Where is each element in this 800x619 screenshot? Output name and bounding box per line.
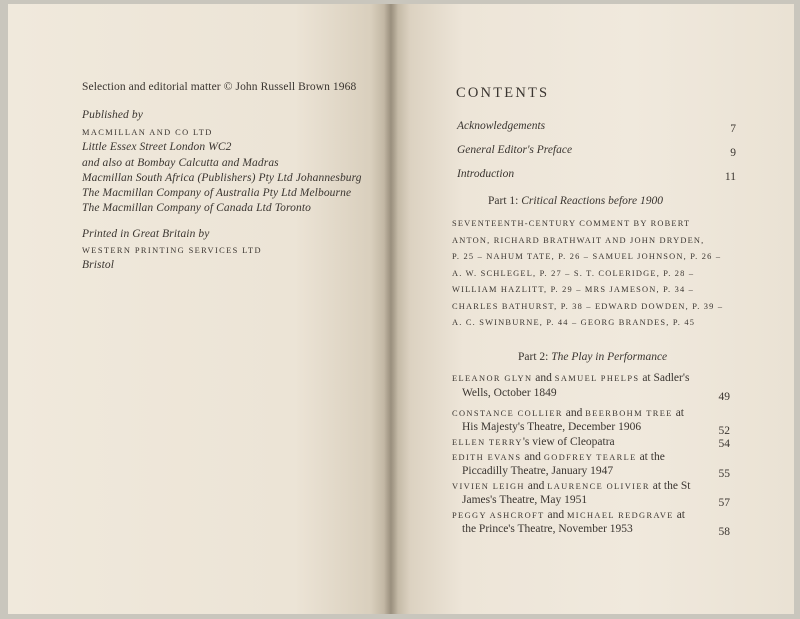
printer-city: Bristol bbox=[82, 259, 115, 271]
performer-name: GODFREY TEARLE bbox=[543, 453, 637, 462]
performer-name: ELLEN TERRY bbox=[452, 438, 523, 447]
entry-venue: Piccadilly Theatre, January 1947 bbox=[462, 465, 614, 477]
toc-acknowledgements: Acknowledgements bbox=[457, 120, 546, 132]
part1-line: A. C. SWINBURNE, P. 44 – GEORG BRANDES, P. 45 bbox=[452, 318, 696, 327]
toc-page-number: 9 bbox=[730, 147, 736, 159]
part1-line: P. 25 – NAHUM TATE, P. 26 – SAMUEL JOHNSON, P. 26 – bbox=[452, 252, 722, 261]
entry-venue: His Majesty's Theatre, December 1906 bbox=[462, 421, 642, 433]
toc-editors-preface: General Editor's Preface bbox=[457, 144, 573, 156]
entry-text: at Sadler's bbox=[639, 372, 690, 384]
entry-page-number: 57 bbox=[718, 497, 730, 509]
entry-text: at the St bbox=[649, 480, 691, 492]
performer-name: SAMUEL PHELPS bbox=[554, 374, 640, 383]
part1-line: WILLIAM HAZLITT, P. 29 – MRS JAMESON, P. 34 – bbox=[452, 285, 695, 294]
printer-name: WESTERN PRINTING SERVICES LTD bbox=[82, 246, 262, 255]
left-page bbox=[8, 4, 390, 614]
entry-page-number: 52 bbox=[718, 425, 730, 437]
entry-text: at bbox=[673, 509, 685, 521]
published-by: Published by bbox=[82, 109, 143, 121]
entry-connector: and bbox=[521, 451, 544, 463]
performer-name: LAURENCE OLIVIER bbox=[547, 482, 650, 491]
part1-line: SEVENTEENTH-CENTURY COMMENT BY ROBERT bbox=[452, 219, 691, 228]
entry-page-number: 55 bbox=[718, 468, 730, 480]
performer-name: CONSTANCE COLLIER bbox=[452, 409, 563, 418]
entry-text: at the bbox=[636, 451, 665, 463]
right-page bbox=[390, 4, 794, 614]
performance-entry bbox=[452, 436, 615, 448]
performance-entry bbox=[452, 372, 689, 384]
south-africa-line: Macmillan South Africa (Publishers) Pty Ltd Johannesburg bbox=[82, 172, 362, 184]
entry-text: at bbox=[672, 407, 684, 419]
performance-entry bbox=[452, 451, 665, 463]
part1-line: A. W. SCHLEGEL, P. 27 – S. T. COLERIDGE, P. 28 – bbox=[452, 269, 695, 278]
part1-title: Critical Reactions before 1900 bbox=[521, 195, 663, 207]
entry-page-number: 58 bbox=[718, 526, 730, 538]
copyright-line: Selection and editorial matter © John Russell Brown 1968 bbox=[82, 81, 357, 93]
part1-heading bbox=[488, 195, 663, 207]
toc-page-number: 7 bbox=[730, 123, 736, 135]
performance-entry bbox=[452, 480, 690, 492]
part1-prefix: Part 1: bbox=[488, 195, 522, 207]
entry-page-number: 49 bbox=[718, 391, 730, 403]
part2-prefix: Part 2: bbox=[518, 351, 552, 363]
part2-heading bbox=[518, 351, 667, 363]
open-book bbox=[8, 4, 794, 614]
entry-page-number: 54 bbox=[718, 438, 730, 450]
toc-introduction: Introduction bbox=[457, 168, 515, 180]
entry-text: 's view of Cleopatra bbox=[522, 436, 615, 448]
part2-title: The Play in Performance bbox=[551, 351, 668, 363]
entry-connector: and bbox=[544, 509, 567, 521]
performer-name: ELEANOR GLYN bbox=[452, 374, 533, 383]
entry-connector: and bbox=[562, 407, 586, 419]
printed-in-line: Printed in Great Britain by bbox=[82, 228, 210, 240]
performer-name: MICHAEL REDGRAVE bbox=[566, 511, 674, 520]
toc-page-number: 11 bbox=[724, 171, 736, 183]
performance-entry bbox=[452, 407, 684, 419]
publisher-address: Little Essex Street London WC2 bbox=[82, 141, 232, 153]
performer-name: BEERBOHM TREE bbox=[585, 409, 673, 418]
part1-line: ANTON, RICHARD BRATHWAIT AND JOHN DRYDEN, bbox=[452, 236, 705, 245]
entry-venue: James's Theatre, May 1951 bbox=[462, 494, 588, 506]
contents-heading: CONTENTS bbox=[456, 85, 550, 101]
entry-connector: and bbox=[532, 372, 555, 384]
also-at-line: and also at Bombay Calcutta and Madras bbox=[82, 157, 279, 169]
entry-venue: the Prince's Theatre, November 1953 bbox=[462, 523, 633, 535]
canada-line: The Macmillan Company of Canada Ltd Toronto bbox=[82, 202, 311, 214]
book-gutter bbox=[384, 4, 398, 614]
performer-name: VIVIEN LEIGH bbox=[452, 482, 525, 491]
performer-name: PEGGY ASHCROFT bbox=[452, 511, 545, 520]
performer-name: EDITH EVANS bbox=[452, 453, 522, 462]
performance-entry bbox=[452, 509, 685, 521]
entry-venue: Wells, October 1849 bbox=[462, 387, 557, 399]
part1-line: CHARLES BATHURST, P. 38 – EDWARD DOWDEN, P. 39 – bbox=[452, 302, 724, 311]
publisher-name: MACMILLAN AND CO LTD bbox=[82, 128, 213, 137]
entry-connector: and bbox=[524, 480, 548, 492]
australia-line: The Macmillan Company of Australia Pty Ltd Melbourne bbox=[82, 187, 352, 199]
